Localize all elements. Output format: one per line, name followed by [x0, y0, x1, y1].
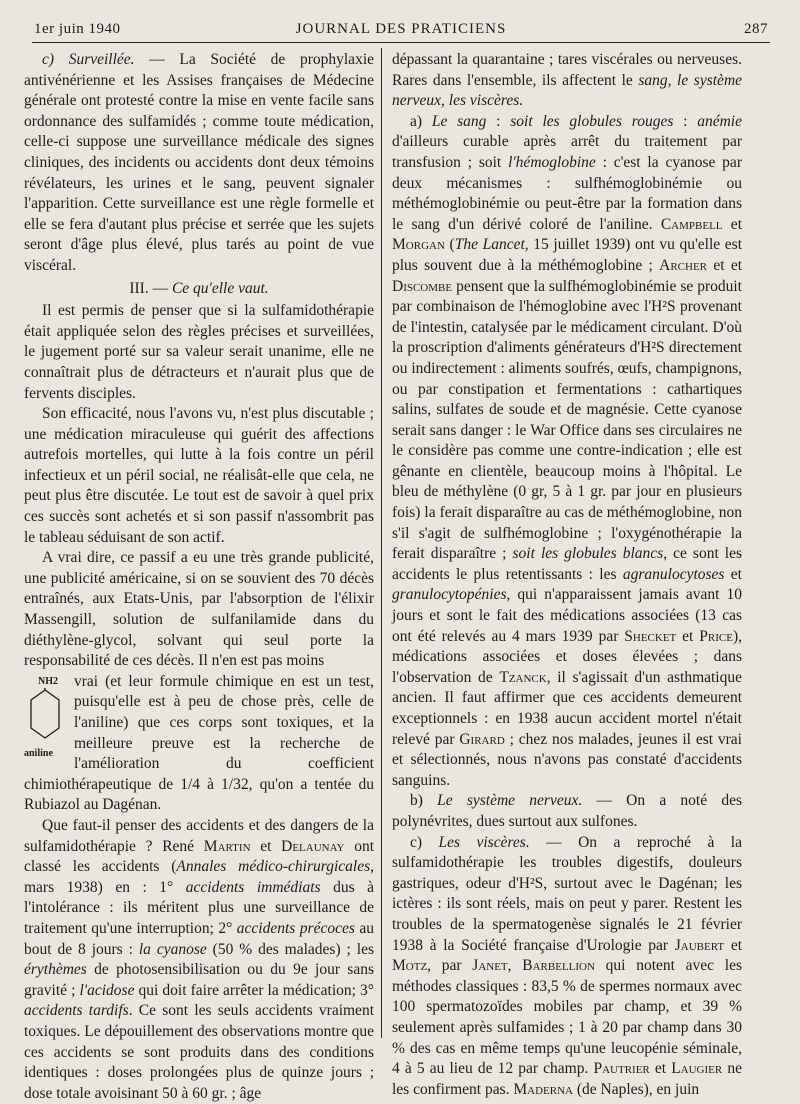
section-heading: III. — Ce qu'elle vaut.: [129, 279, 269, 297]
left-column: [24, 50, 374, 1104]
benzene-ring-icon: [28, 688, 62, 742]
paragraph-surveillee: c) Surveillée. — La Société de prophylaxie antivénérienne et les Assises françaises de Médecine générale ont protesté contre la mise en vente facile sans ordonnance des sulfamidés ; comme toute médication, celle-ci suppose une surveillance médicale des signes cliniques, des incidents ou accidents dont deux témoins révélateurs, les urines et le sang, peuvent signaler l'apparition. Cette surveillance est une règle formelle et elle se fera d'autant plus précise et serrée que les sujets seront d'âge plus élevé, plus tarés au point de vue viscéral.: [24, 51, 375, 274]
column-divider: [381, 48, 382, 1038]
paragraph-systeme-nerveux: b) Le système nerveux. — On a noté des polynévrites, dues surtout aux sulfones.: [392, 792, 742, 830]
paragraph-visceres: c) Les viscères. — On a reproché à la sulfamidothérapie les troubles digestifs, douleurs gastriques, odeur d'H²S, surtout avec le Dagénan; les ictères : ils sont réels, mais on peut y parer. Restent les troubles de la spermatogenèse signalés le 21 février 1938 à la Société française d'Urologie par Jaubert et Motz, par Janet, Barbellion qui notent avec les méthodes classiques : 83,5 % de spermes normaux avec 100 spermatozoïdes mobiles par champ, et 39 % seulement après sulfamides ; 1 à 20 par champ dans 30 % des cas en même temps qu'une leucopénie séminale, 4 à 5 au lieu de 12 par champ. Pautrier et Laugier ne les confirment pas. Maderna (de Naples), en juin: [392, 833, 743, 1098]
paragraph-continuation: dépassant la quarantaine ; tares viscérales ou nerveuses. Rares dans l'ensemble, ils affectent le sang, le système nerveux, les viscères.: [392, 51, 743, 110]
subheading-surveillee: c) Surveillée.: [42, 51, 135, 68]
paragraph-accidents: Que faut-il penser des accidents et des dangers de la sulfamidothérapie ? René Martin et Delaunay ont classé les accidents (Annales médico-chirurgicales, mars 1938) en : 1° accidents immédiats dus à l'intolérance : ils méritent plus une surveillance de traitement qu'une interruption; 2° accidents précoces au bout de 8 jours : la cyanose (50 % des malades) ; les érythèmes de photosensibilisation ou du 9e jour sans gravité ; l'acidose qui doit faire arrêter la médication; 3° accidents tardifs. Ce sont les seuls accidents vraiment toxiques. Le dépouillement des observations montre que ces accidents se sont produits dans des conditions identiques : doses prolongées plus de quinze jours ; dose totale avoisinant 50 à 60 gr. ; âge: [24, 816, 375, 1102]
right-column: [392, 50, 742, 1100]
paragraph-jugement: Il est permis de penser que si la sulfamidothérapie était appliquée selon des règles précises et surveillées, le jugement porté sur sa valeur serait unanime, elle ne connaîtrait plus de détracteurs et n'aurait plus que de fervents disciples.: [24, 302, 374, 402]
journal-title: JOURNAL DES PRATICIENS: [295, 21, 507, 37]
paragraph-passif: A vrai dire, ce passif a eu une très grande publicité, une publicité américaine, si on se souvient des 70 décès entraînés, aux Etats-Unis, par l'absorption de l'élixir Massengill, solution de sulfanilamide dans du diéthylène-glycol, solvant qui seul porte la responsabilité de ces décès. Il n'en est pas moins: [24, 549, 374, 670]
aniline-formula: [24, 674, 68, 762]
page-header: [32, 20, 770, 43]
paragraph-formula: NH2 aniline vrai (et leur formule chimique en est un test, puisqu'elle est à peu de chose près, celle de l'aniline) que ces corps sont toxiques, et la meilleure preuve est la recherche de l'amélioration du coefficient chimiothérapeutique de 1/4 à 1/32, qu'on a tentée du Rubiazol au Dagénan.: [24, 672, 374, 814]
paragraph-efficacite: Son efficacité, nous l'avons vu, n'est plus discutable ; une médication miraculeuse qui guérit des affections autrefois mortelles, qui lutte à la fois contre un péril infectieux et un péril social, ne réalisât-elle que cela, ne peut plus être discutée. Le tout est de savoir à quel prix ces succès sont achetés et si son passif n'assombrit pas le tableau séduisant de son actif.: [24, 405, 374, 546]
issue-date: 1er juin 1940: [34, 21, 121, 37]
formula-aniline-label: aniline: [24, 747, 53, 759]
paragraph-sang: a) Le sang : soit les globules rouges : anémie d'ailleurs curable après arrêt du traitement par transfusion ; soit l'hémoglobine : c'est la cyanose par deux mécanismes : sulfhémoglobinémie ou méthémoglobinémie ou peut-être par la formation dans le sang d'un dérivé coloré de l'aniline. Campbell et Morgan (The Lancet, 15 juillet 1939) ont vu qu'elle est plus souvent due à la méthémoglobine ; Archer et et Discombe pensent que la sulfhémoglobinémie se produit par combinaison de l'hémoglobine avec l'H²S provenant de l'intestin, catalysée par le médicament circulant. D'où la proscription d'aliments générateurs d'H²S directement ou indirectement : aliments soufrés, œufs, champignons, ou par constipation et fermentations : cathartiques salins, sulfates de soude et de magnésie. Cette cyanose serait sans danger : le War Office dans ses circulaires ne le considère pas comme une contre-indication ; elle est gênante en clientèle, beaucoup moins à l'hôpital. Le bleu de méthylène (0 gr, 5 à 1 gr. par jour en plusieurs fois) la ferait disparaître au cas de méthémoglobine, non s'il s'agit de sulfhémoglobine ; l'oxygénothérapie la ferait disparaître ; soit les globules blancs, ce sont les accidents le plus retentissants : les agranulocytoses et granulocytopénies, qui n'apparaissent jamais avant 10 jours et sont le fait des médications associées (13 cas ont été relevés au 4 mars 1939 par Shecket et Price), médications associées et doses élevées ; dans l'observation de Tzanck, il s'agissait d'un asthmatique ancien. Il faut affirmer que ces accidents demeurent exceptionnels : en 1938 aucun accident mortel n'était relevé par Girard ; chez nos malades, jeunes il est vrai et sélectionnés, nous n'avons pas constaté d'accidents sanguins.: [392, 112, 743, 789]
formula-nh2-label: NH2: [38, 675, 58, 687]
page-number: 287: [744, 21, 768, 37]
